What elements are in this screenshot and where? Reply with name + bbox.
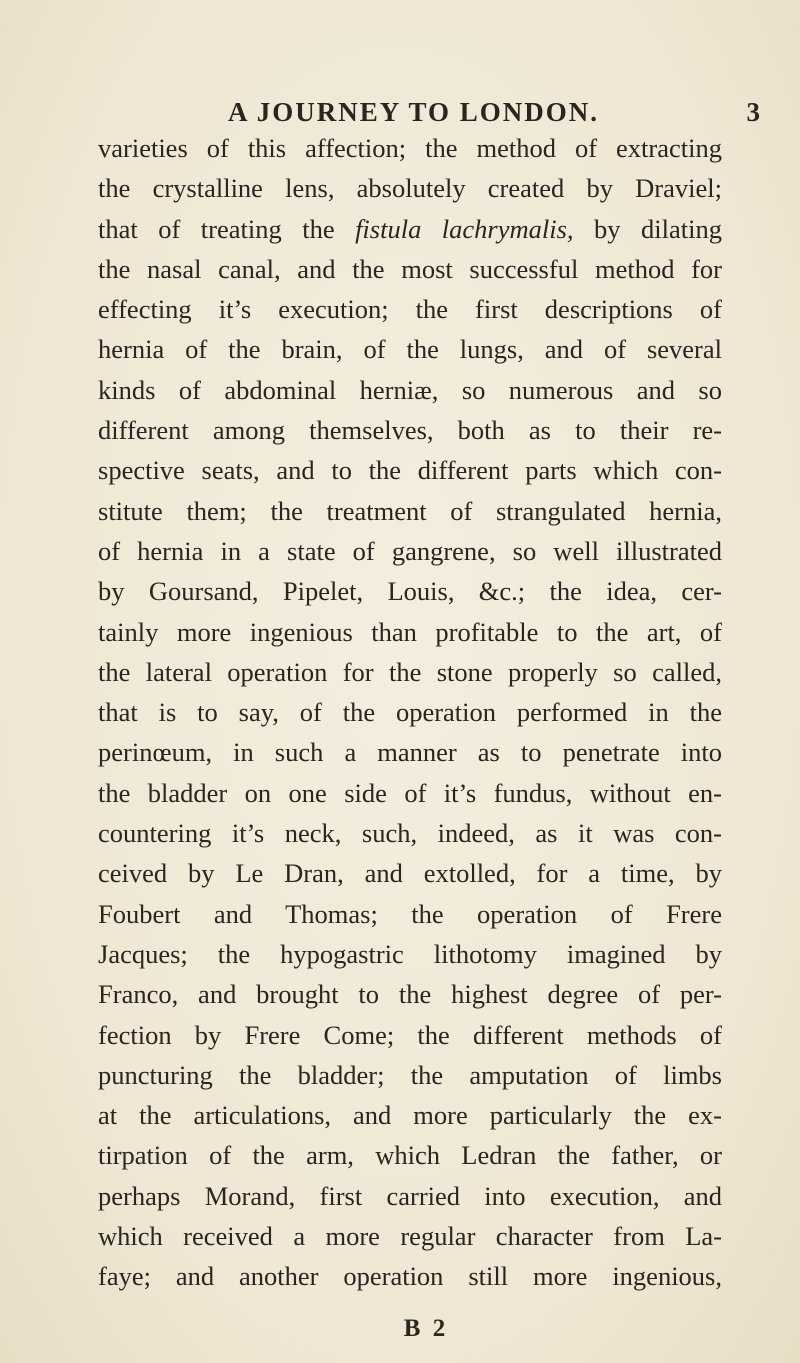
text-line: faye; and another operation still more ingenious,	[98, 1261, 722, 1292]
text-line	[98, 209, 722, 249]
text-line: tirpation of the arm, which Ledran the father, or	[98, 1140, 722, 1171]
text-line: perinœum, in such a manner as to penetrate into	[98, 737, 722, 768]
text-line: of hernia in a state of gangrene, so well illustrated	[98, 535, 722, 566]
text-line: the lateral operation for the stone properly so called,	[98, 656, 722, 687]
text-line: spective seats, and to the different parts which con-	[98, 455, 722, 486]
text-line: kinds of abdominal herniæ, so numerous and so	[98, 374, 722, 405]
text-line: stitute them; the treatment of strangulated hernia,	[98, 495, 722, 526]
text-line: perhaps Morand, first carried into execution, and	[98, 1180, 722, 1211]
text-line: the nasal canal, and the most successful method for	[98, 253, 722, 284]
text-line: countering it’s neck, such, indeed, as it was con-	[98, 818, 722, 849]
text-line: Franco, and brought to the highest degree of per-	[98, 979, 722, 1010]
text-line: which received a more regular character from La-	[98, 1221, 722, 1252]
running-head: A JOURNEY TO LONDON.	[228, 97, 600, 127]
text-line: varieties of this affection; the method of extracting	[98, 133, 722, 163]
text-line: by Goursand, Pipelet, Louis, &c.; the idea, cer-	[98, 576, 722, 607]
text-line: effecting it’s execution; the first descriptions of	[98, 294, 722, 325]
text-line: hernia of the brain, of the lungs, and of several	[98, 334, 722, 365]
text-line: the bladder on one side of it’s fundus, without en-	[98, 777, 722, 808]
signature-mark: B 2	[403, 1315, 449, 1342]
text-line: at the articulations, and more particularly the ex-	[98, 1100, 722, 1131]
text-line: Foubert and Thomas; the operation of Frere	[98, 898, 722, 929]
text-line: tainly more ingenious than profitable to the art, of	[98, 616, 722, 647]
text-line: Jacques; the hypogastric lithotomy imagined by	[98, 938, 722, 969]
text-line: fection by Frere Come; the different methods of	[98, 1019, 722, 1050]
text-fragment: by dilating	[573, 213, 722, 244]
page-header	[228, 92, 762, 132]
text-fragment: that of treating the	[98, 213, 356, 244]
text-line: the crystalline lens, absolutely created by Draviel;	[98, 173, 722, 204]
text-line: that is to say, of the operation performed in the	[98, 697, 722, 728]
italic-term: fistula lachrymalis,	[355, 213, 574, 244]
body-text	[98, 128, 722, 1297]
page-number: 3	[746, 97, 762, 127]
text-line: different among themselves, both as to their re-	[98, 415, 722, 446]
text-line: ceived by Le Dran, and extolled, for a time, by	[98, 858, 722, 889]
text-line: puncturing the bladder; the amputation of limbs	[98, 1059, 722, 1090]
